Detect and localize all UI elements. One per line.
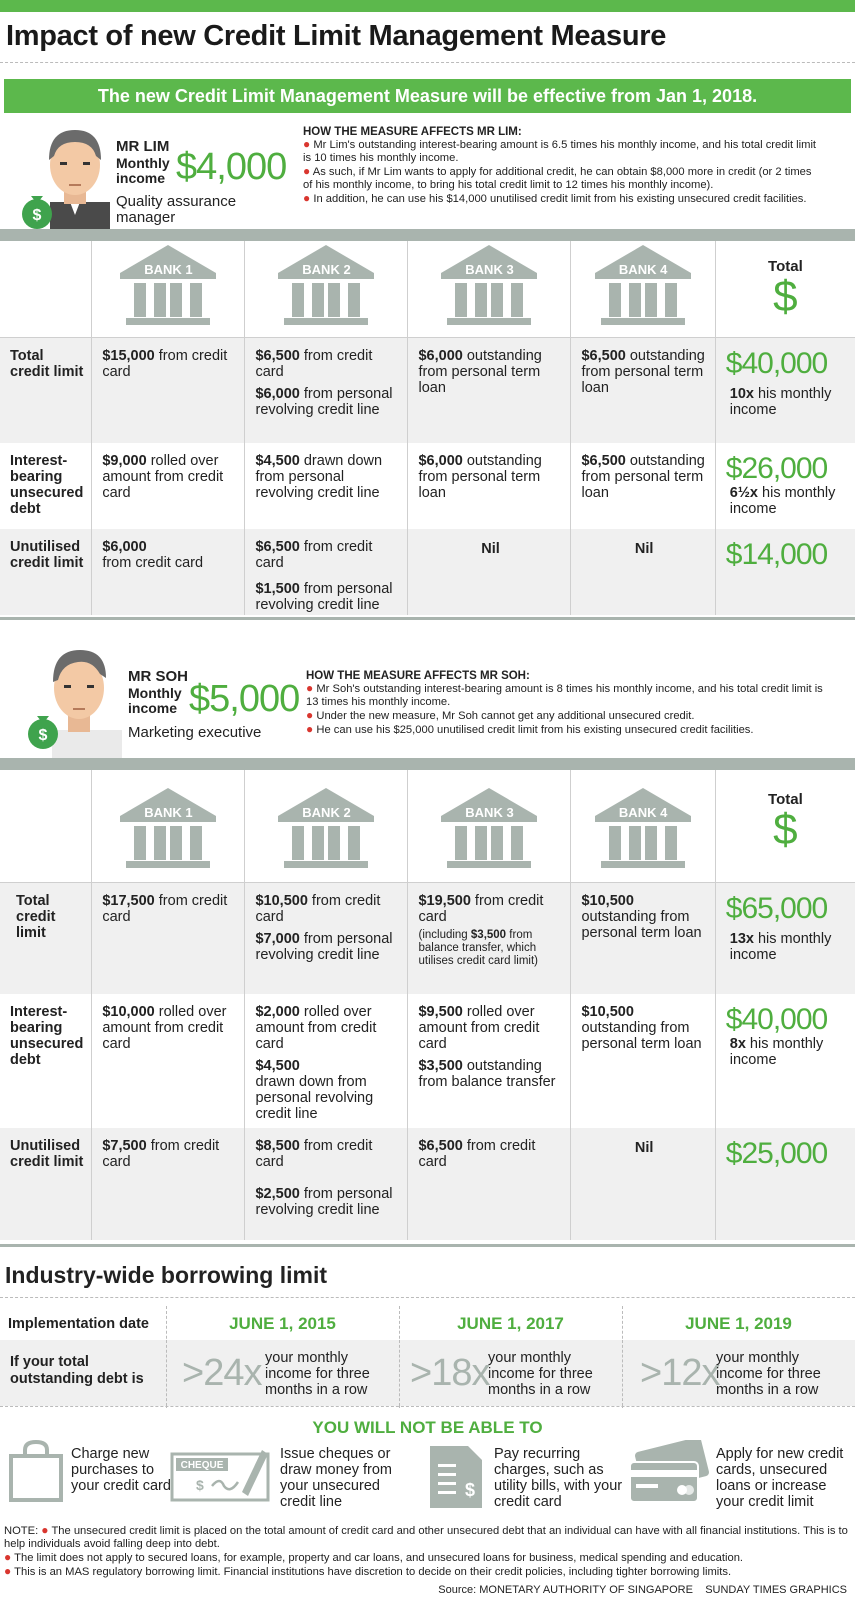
section-divider-bar — [0, 1244, 855, 1247]
divider — [0, 1297, 855, 1298]
total-cell: $65,000 13x his monthly income — [715, 882, 855, 994]
section-divider-bar — [0, 229, 855, 241]
mr-soh-table — [0, 770, 855, 1240]
mr-soh-income-label: Monthly income — [128, 685, 182, 716]
debt-multiple: >18x — [410, 1352, 490, 1394]
mr-lim-bullet: ● As such, if Mr Lim wants to apply for additional credit, he can obtain $8,000 more in credit (or 2 times of his monthly income, to bring his total credit limit to 12 times his monthly income). — [303, 164, 812, 191]
bank-icon: BANK 1 — [120, 788, 216, 870]
svg-text:$: $ — [38, 727, 48, 744]
debt-multiple-desc: your monthly income for three months in a row — [265, 1350, 370, 1398]
note-2: ● The limit does not apply to secured loans, for example, property and car loans, and unsecured loans for business, medical spending and education. — [4, 1550, 744, 1564]
row-label: Total credit limit — [0, 337, 92, 443]
table-cell: Nil — [571, 1128, 715, 1240]
page-title: Impact of new Credit Limit Management Measure — [6, 20, 667, 52]
money-bag-icon — [24, 710, 62, 755]
implementation-date: JUNE 1, 2017 — [457, 1314, 564, 1333]
total-cell: $14,000 — [715, 529, 855, 615]
svg-text:$: $ — [464, 1480, 476, 1500]
bank-icon: BANK 2 — [278, 788, 374, 870]
table-row — [0, 443, 855, 529]
table-header-row — [0, 770, 855, 882]
svg-text:CHEQUE: CHEQUE — [180, 1460, 224, 1471]
not-able-heading: YOU WILL NOT BE ABLE TO — [312, 1418, 543, 1437]
mr-soh-income: $5,000 — [189, 678, 300, 720]
mr-soh-bullet: ● He can use his $25,000 unutilised credit limit from his existing unsecured credit facilities. — [306, 722, 754, 736]
debt-multiple-desc: your monthly income for three months in a row — [716, 1350, 821, 1398]
dollar-icon: $ — [773, 272, 798, 321]
table-cell: $6,500 from credit card $1,500 from personal revolving credit line — [245, 529, 408, 615]
mr-lim-measure-effects — [303, 126, 823, 206]
row-label: Interest-bearing unsecured debt — [0, 443, 92, 529]
table-cell: $9,000 rolled over amount from credit card — [92, 443, 245, 529]
mr-soh-name: MR SOH — [128, 668, 188, 685]
table-cell: $8,500 from credit card $2,500 from personal revolving credit line — [245, 1128, 408, 1240]
total-header: Total — [768, 791, 803, 808]
debt-multiple: >12x — [640, 1352, 720, 1394]
total-header: Total — [768, 258, 803, 275]
mr-lim-income: $4,000 — [176, 146, 287, 188]
row-label: Total credit limit — [0, 882, 92, 994]
total-cell: $25,000 — [715, 1128, 855, 1240]
mr-soh-bullet: ● Mr Soh's outstanding interest-bearing amount is 8 times his monthly income, and his total credit limit is 13 times his monthly income. — [306, 681, 823, 708]
table-cell: $9,500 rolled over amount from credit card $3,500 outstanding from balance transfer — [408, 994, 571, 1128]
table-cell: $2,000 rolled over amount from credit card $4,500 drawn down from personal revolving credit line — [245, 994, 408, 1128]
debt-threshold-label: If your total outstanding debt is — [10, 1354, 144, 1387]
bill-icon — [426, 1444, 484, 1515]
debt-multiple-desc: your monthly income for three months in a row — [488, 1350, 593, 1398]
shopping-bag-icon — [8, 1440, 64, 1507]
table-row — [0, 1128, 855, 1240]
bank-icon: BANK 3 — [441, 788, 537, 870]
row-label: Interest-bearing unsecured debt — [0, 994, 92, 1128]
bank-icon: BANK 3 — [441, 245, 537, 327]
dollar-icon: $ — [773, 805, 798, 854]
svg-text:$: $ — [196, 1477, 204, 1493]
table-cell: $10,500 outstanding from personal term loan — [571, 994, 715, 1128]
implementation-date-label: Implementation date — [8, 1316, 149, 1332]
table-cell: $6,500 outstanding from personal term loan — [571, 337, 715, 443]
table-cell: $6,000 from credit card — [92, 529, 245, 615]
table-cell: $6,500 from credit card $6,000 from personal revolving credit line — [245, 337, 408, 443]
debt-threshold-row — [0, 1340, 855, 1406]
credit-cards-icon — [626, 1440, 710, 1509]
divider — [0, 1406, 855, 1407]
total-cell: $40,000 8x his monthly income — [725, 1003, 828, 1068]
note-1: NOTE: ● The unsecured credit limit is placed on the total amount of credit card and other unsecured debt that an individual can have with all financial institutions. This is to help individuals avoid falling deep into debt. — [4, 1523, 848, 1550]
bank-icon: BANK 1 — [120, 245, 216, 327]
mr-lim-bullet: ● In addition, he can use his $14,000 unutilised credit limit from his existing unsecured credit facilities. — [303, 191, 807, 205]
note-3: ● This is an MAS regulatory borrowing limit. Financial institutions have discretion to decide on their credit policies, including tighter borrowing limits. — [4, 1564, 732, 1578]
section-divider-bar — [0, 758, 855, 770]
table-row — [0, 337, 855, 443]
table-cell: $10,500 from credit card $7,000 from personal revolving credit line — [245, 882, 408, 994]
table-cell: $6,000 outstanding from personal term loan — [408, 443, 571, 529]
mr-soh-measure-effects — [306, 670, 826, 737]
mr-soh-job: Marketing executive — [128, 724, 262, 741]
divider — [0, 62, 855, 63]
svg-text:$: $ — [32, 207, 42, 224]
section-divider-bar — [0, 617, 855, 620]
industry-heading: Industry-wide borrowing limit — [5, 1262, 327, 1288]
bank-icon: BANK 2 — [278, 245, 374, 327]
table-cell: $10,500 outstanding from personal term loan — [571, 882, 715, 994]
table-cell: $6,500 outstanding from personal term loan — [571, 443, 715, 529]
total-cell: $26,000 6½x his monthly income — [725, 452, 836, 517]
mr-lim-table — [0, 241, 855, 615]
not-able-item-text: Issue cheques or draw money from your unsecured credit line — [280, 1446, 393, 1510]
mr-lim-income-label: Monthly income — [116, 155, 170, 186]
not-able-item-text: Apply for new credit cards, unsecured loans or increase your credit limit — [716, 1446, 844, 1510]
table-cell: $15,000 from credit card — [92, 337, 245, 443]
debt-multiple: >24x — [182, 1352, 262, 1394]
table-row — [0, 529, 855, 615]
bank-icon: BANK 4 — [595, 245, 691, 327]
table-cell: $7,500 from credit card — [92, 1128, 245, 1240]
table-cell: Nil — [408, 529, 571, 615]
table-header-row — [0, 241, 855, 337]
mr-lim-job: Quality assurance manager — [116, 193, 237, 226]
effective-date-banner: The new Credit Limit Management Measure will be effective from Jan 1, 2018. — [4, 79, 851, 113]
row-label: Unutilised credit limit — [0, 529, 92, 615]
cheque-icon — [170, 1446, 272, 1507]
table-cell: $17,500 from credit card — [92, 882, 245, 994]
total-cell: $40,000 10x his monthly income — [715, 337, 855, 443]
not-able-item-text: Pay recurring charges, such as utility bills, with your credit card — [494, 1446, 623, 1510]
table-cell: $4,500 drawn down from personal revolving credit line — [245, 443, 408, 529]
mr-lim-bullet: ● Mr Lim's outstanding interest-bearing amount is 6.5 times his monthly income, and his total credit limit is 10 times his monthly income. — [303, 137, 817, 164]
table-cell: $10,000 rolled over amount from credit card — [92, 994, 245, 1128]
top-accent-bar — [0, 0, 855, 12]
not-able-item-text: Charge new purchases to your credit card — [71, 1446, 171, 1494]
table-cell: $6,500 from credit card — [408, 1128, 571, 1240]
mr-lim-name: MR LIM — [116, 138, 170, 155]
mr-lim-effects-heading: HOW THE MEASURE AFFECTS MR LIM: — [303, 126, 522, 138]
implementation-date: JUNE 1, 2019 — [685, 1314, 792, 1333]
implementation-date: JUNE 1, 2015 — [229, 1314, 336, 1333]
table-cell: $19,500 from credit card (including $3,500 from balance transfer, which utilises credit card limit) — [408, 882, 571, 994]
implementation-date-row — [0, 1306, 855, 1344]
table-row — [0, 882, 855, 994]
notes — [4, 1524, 849, 1579]
table-row — [0, 994, 855, 1128]
mr-soh-effects-heading: HOW THE MEASURE AFFECTS MR SOH: — [306, 670, 530, 682]
bank-icon: BANK 4 — [595, 788, 691, 870]
source-credit: Source: MONETARY AUTHORITY OF SINGAPORE SUNDAY TIMES GRAPHICS — [438, 1584, 847, 1596]
row-label: Unutilised credit limit — [0, 1128, 92, 1240]
mr-soh-bullet: ● Under the new measure, Mr Soh cannot get any additional unsecured credit. — [306, 708, 695, 722]
table-cell: Nil — [571, 529, 715, 615]
table-cell: $6,000 outstanding from personal term loan — [408, 337, 571, 443]
